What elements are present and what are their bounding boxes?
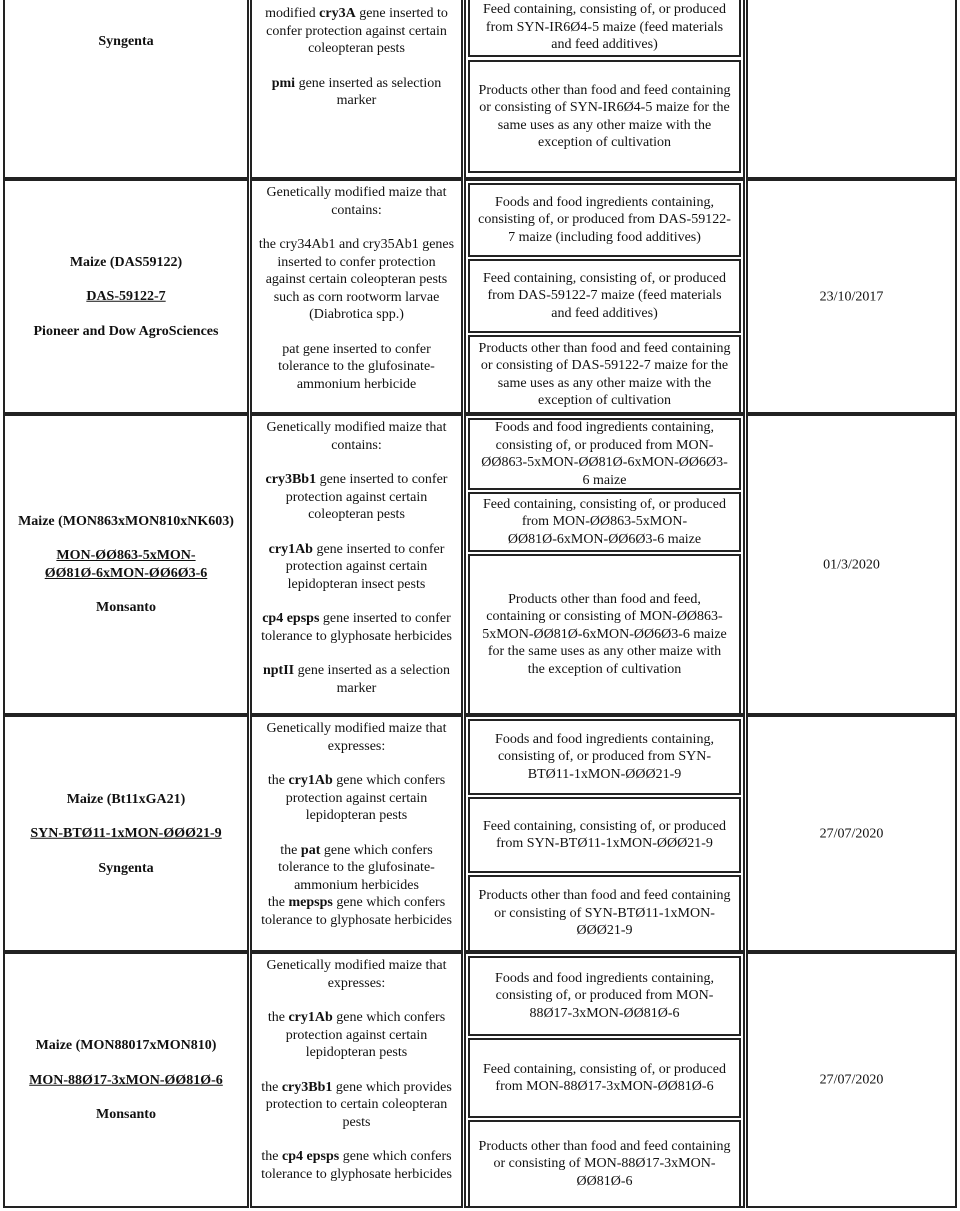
product-name: Maize (MON88017xMON810)	[35, 1037, 217, 1053]
genetic-modification-cell	[250, 179, 463, 414]
authorisation-holder-cell	[3, 0, 249, 179]
product-cell	[3, 952, 249, 1208]
expiry-date: 27/07/2020	[819, 825, 884, 841]
gene-intro: Genetically modified maize that contains:	[266, 185, 447, 218]
scope-item: Products other than food and feed containing or consisting of SYN-BTØ11-1xMON-ØØØ21-9	[468, 875, 741, 950]
scope-cell	[464, 952, 745, 1208]
gene-description: the cp4 epsps gene which confers tolerance to glyphosate herbicides	[261, 1149, 452, 1182]
product-name: Maize (DAS59122)	[69, 254, 183, 270]
gene-description: the cry3Bb1 gene which provides protection to certain coleopteran pests	[261, 1079, 452, 1130]
scope-item: Foods and food ingredients containing, consisting of, or produced from SYN-BTØ11-1xMON-ØØØ21-9	[468, 719, 741, 795]
gene-description: modified cry3A gene inserted to confer protection against certain coleopteran pests	[265, 6, 448, 56]
scope-item: Feed containing, consisting of, or produced from SYN-BTØ11-1xMON-ØØØ21-9	[468, 797, 741, 873]
authorisation-holder: Syngenta	[98, 34, 154, 49]
gene-intro: Genetically modified maize that expresses:	[266, 721, 447, 754]
gene-intro: Genetically modified maize that contains:	[266, 420, 447, 453]
expiry-cell	[746, 0, 957, 179]
expiry-cell	[746, 952, 957, 1208]
scope-item: Feed containing, consisting of, or produced from DAS-59122-7 maize (feed materials and feed additives)	[468, 259, 741, 333]
gene-description: the mepsps gene which confers tolerance to glyphosate herbicides	[261, 895, 452, 928]
genetic-modification-cell	[250, 414, 463, 715]
table-row	[3, 0, 957, 179]
scope-cell	[464, 0, 745, 179]
gene-description: cry1Ab gene inserted to confer protection against certain lepidopteran insect pests	[268, 541, 445, 592]
gene-description: cp4 epsps gene inserted to confer tolerance to glyphosate herbicides	[261, 611, 452, 644]
unique-identifier: SYN-BTØ11-1xMON-ØØØ21-9	[30, 825, 222, 841]
expiry-date: 27/07/2020	[819, 1072, 884, 1088]
unique-identifier: MON-ØØ863-5xMON-ØØ81Ø-6xMON-ØØ6Ø3-6	[44, 548, 208, 581]
scope-item: Products other than food and feed containing or consisting of DAS-59122-7 maize for the same uses as any other maize with the exception of cultivation	[468, 335, 741, 412]
product-name: Maize (MON863xMON810xNK603)	[18, 513, 234, 529]
product-cell	[3, 715, 249, 952]
product-cell	[3, 179, 249, 414]
gene-description: the pat gene which confers tolerance to the glufosinate-ammonium herbicides	[278, 842, 435, 893]
scope-item: Products other than food and feed containing or consisting of MON-88Ø17-3xMON-ØØ81Ø-6	[468, 1120, 741, 1206]
gene-description: pat gene inserted to confer tolerance to the glufosinate-ammonium herbicide	[278, 341, 435, 392]
scope-cell	[464, 414, 745, 715]
scope-item: Foods and food ingredients containing, consisting of, or produced from MON-ØØ863-5xMON-ØØ81Ø-6xMON-ØØ6Ø3-6 maize	[468, 418, 741, 490]
expiry-cell	[746, 715, 957, 952]
gene-description: the cry34Ab1 and cry35Ab1 genes inserted to confer protection against certain coleopteran pests such as corn rootworm larvae (Diabrotica spp.)	[258, 237, 455, 322]
scope-item: Feed containing, consisting of, or produced from MON-88Ø17-3xMON-ØØ81Ø-6	[468, 1038, 741, 1118]
expiry-date: 01/3/2020	[823, 556, 880, 572]
genetic-modification-cell	[250, 0, 463, 179]
expiry-cell	[746, 414, 957, 715]
authorisation-holder: Pioneer and Dow AgroSciences	[33, 323, 219, 339]
scope-item: Foods and food ingredients containing, consisting of, or produced from DAS-59122-7 maize (including food additives)	[468, 183, 741, 257]
scope-item: Products other than food and feed, containing or consisting of MON-ØØ863-5xMON-ØØ81Ø-6xMON-ØØ6Ø3-6 maize for the same uses as any other maize with the exception of cultivation	[468, 554, 741, 713]
gene-description: the cry1Ab gene which confers protection against certain lepidopteran pests	[267, 1010, 446, 1060]
authorisation-holder: Monsanto	[96, 600, 156, 615]
gene-description: cry3Bb1 gene inserted to confer protection against certain coleopteran pests	[265, 472, 448, 522]
table-row	[3, 414, 957, 715]
gene-description: the cry1Ab gene which confers protection against certain lepidopteran pests	[267, 773, 446, 823]
table-row	[3, 952, 957, 1208]
genetic-modification-cell	[250, 715, 463, 952]
expiry-cell	[746, 179, 957, 414]
scope-cell	[464, 715, 745, 952]
gene-description: pmi gene inserted as selection marker	[271, 75, 442, 108]
genetic-modification-cell	[250, 952, 463, 1208]
expiry-date: 23/10/2017	[819, 288, 884, 304]
scope-item: Feed containing, consisting of, or produced from MON-ØØ863-5xMON-ØØ81Ø-6xMON-ØØ6Ø3-6 maize	[468, 492, 741, 552]
scope-cell	[464, 179, 745, 414]
scope-item: Products other than food and feed containing or consisting of SYN-IR6Ø4-5 maize for the same uses as any other maize with the exception of cultivation	[468, 60, 741, 173]
authorisation-holder: Syngenta	[98, 860, 154, 876]
product-cell	[3, 414, 249, 715]
gene-intro: Genetically modified maize that expresses:	[266, 958, 447, 991]
unique-identifier: MON-88Ø17-3xMON-ØØ81Ø-6	[29, 1072, 223, 1088]
gene-description: nptII gene inserted as a selection marker	[262, 663, 451, 696]
authorisation-holder: Monsanto	[96, 1106, 156, 1122]
table-row	[3, 179, 957, 414]
table-row	[3, 715, 957, 952]
unique-identifier: DAS-59122-7	[86, 288, 166, 304]
scope-item: Foods and food ingredients containing, consisting of, or produced from MON-88Ø17-3xMON-ØØ81Ø-6	[468, 956, 741, 1036]
scope-item: Feed containing, consisting of, or produced from SYN-IR6Ø4-5 maize (feed materials and feed additives)	[468, 0, 741, 57]
product-name: Maize (Bt11xGA21)	[66, 791, 186, 807]
